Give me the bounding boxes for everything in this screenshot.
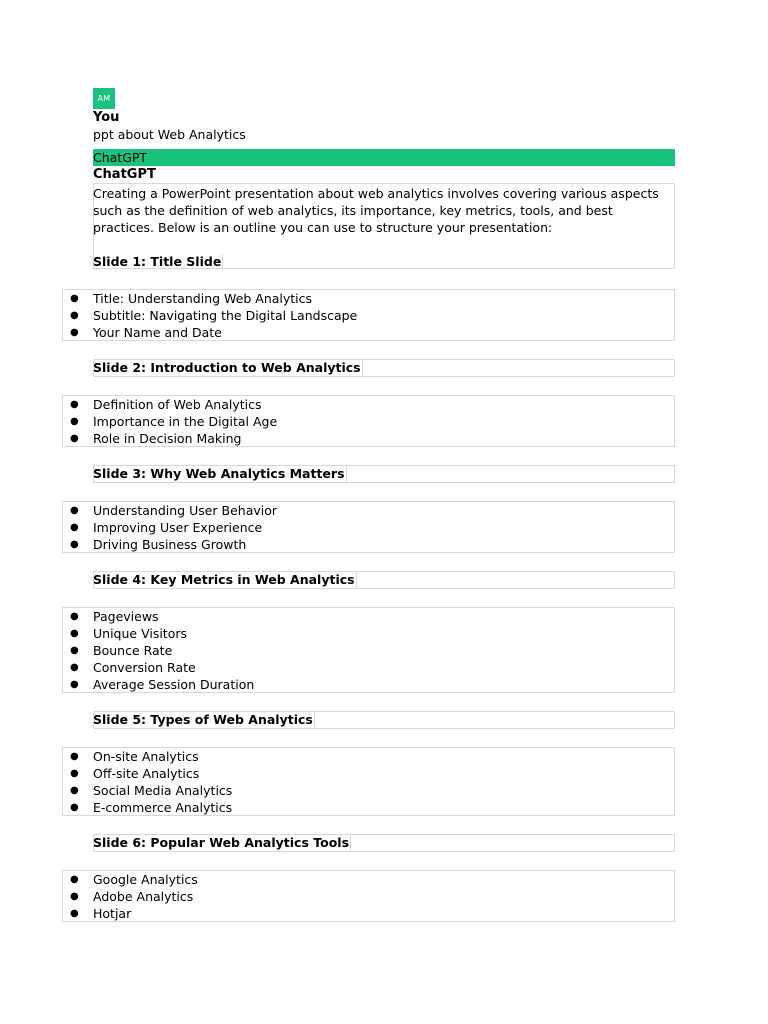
- user-name: You: [93, 110, 120, 125]
- list-item-text: Average Session Duration: [93, 677, 255, 692]
- list-item: [62, 905, 198, 922]
- bullet-icon: ●: [70, 628, 79, 639]
- list-item: [62, 642, 254, 659]
- bullet-icon: ●: [70, 522, 79, 533]
- list-item-text: Definition of Web Analytics: [93, 397, 262, 412]
- list-item-text: Unique Visitors: [93, 626, 188, 641]
- list-item: [62, 324, 357, 341]
- list-item-text: Role in Decision Making: [93, 431, 242, 446]
- list-item-text: E-commerce Analytics: [93, 800, 233, 815]
- bullet-icon: ●: [70, 662, 79, 673]
- slide-list-3: [62, 502, 277, 553]
- list-item-text: Google Analytics: [93, 872, 198, 887]
- slide-list-1: [62, 290, 357, 341]
- list-item-text: Understanding User Behavior: [93, 503, 278, 518]
- slide-list-5: [62, 748, 232, 816]
- list-item: [62, 502, 277, 519]
- bullet-icon: ●: [70, 433, 79, 444]
- bullet-icon: ●: [70, 874, 79, 885]
- list-item-text: Bounce Rate: [93, 643, 173, 658]
- list-item: [62, 888, 198, 905]
- list-item-text: Conversion Rate: [93, 660, 196, 675]
- assistant-name: ChatGPT: [93, 167, 156, 182]
- slide-heading-6: Slide 6: Popular Web Analytics Tools: [93, 835, 350, 850]
- list-item-text: Title: Understanding Web Analytics: [93, 291, 313, 306]
- list-item: [62, 871, 198, 888]
- slide-heading-1: Slide 1: Title Slide: [93, 254, 222, 269]
- list-item-text: Importance in the Digital Age: [93, 414, 278, 429]
- user-message: ppt about Web Analytics: [93, 127, 246, 142]
- bullet-icon: ●: [70, 611, 79, 622]
- list-item-text: On-site Analytics: [93, 749, 199, 764]
- slide-heading-4: Slide 4: Key Metrics in Web Analytics: [93, 572, 355, 587]
- list-item: [62, 307, 357, 324]
- list-item: [62, 659, 254, 676]
- user-avatar: AM: [93, 88, 115, 109]
- slide-heading-2: Slide 2: Introduction to Web Analytics: [93, 360, 361, 375]
- list-item-text: Pageviews: [93, 609, 159, 624]
- list-item: [62, 413, 277, 430]
- bullet-icon: ●: [70, 416, 79, 427]
- list-item: [62, 519, 277, 536]
- bullet-icon: ●: [70, 751, 79, 762]
- slide-heading-3: Slide 3: Why Web Analytics Matters: [93, 466, 345, 481]
- list-item: [62, 676, 254, 693]
- list-item: [62, 608, 254, 625]
- list-item: [62, 765, 232, 782]
- bullet-icon: ●: [70, 327, 79, 338]
- list-item: [62, 748, 232, 765]
- bullet-icon: ●: [70, 768, 79, 779]
- list-item-text: Social Media Analytics: [93, 783, 233, 798]
- list-item-text: Adobe Analytics: [93, 889, 194, 904]
- bullet-icon: ●: [70, 785, 79, 796]
- list-item-text: Off-site Analytics: [93, 766, 200, 781]
- bullet-icon: ●: [70, 802, 79, 813]
- list-item-text: Hotjar: [93, 906, 132, 921]
- list-item: [62, 799, 232, 816]
- bullet-icon: ●: [70, 645, 79, 656]
- bullet-icon: ●: [70, 908, 79, 919]
- list-item: [62, 396, 277, 413]
- list-item-text: Subtitle: Navigating the Digital Landscape: [93, 308, 358, 323]
- bullet-icon: ●: [70, 679, 79, 690]
- bullet-icon: ●: [70, 539, 79, 550]
- list-item: [62, 782, 232, 799]
- bullet-icon: ●: [70, 310, 79, 321]
- bullet-icon: ●: [70, 399, 79, 410]
- list-item: [62, 430, 277, 447]
- slide-list-4: [62, 608, 254, 693]
- list-item: [62, 290, 357, 307]
- list-item-text: Improving User Experience: [93, 520, 263, 535]
- slide-heading-5: Slide 5: Types of Web Analytics: [93, 712, 313, 727]
- slide-list-2: [62, 396, 277, 447]
- bullet-icon: ●: [70, 505, 79, 516]
- slide-list-6: [62, 871, 198, 922]
- assistant-label-bar: ChatGPT: [93, 149, 675, 166]
- list-item: [62, 536, 277, 553]
- bullet-icon: ●: [70, 891, 79, 902]
- list-item-text: Driving Business Growth: [93, 537, 247, 552]
- list-item: [62, 625, 254, 642]
- list-item-text: Your Name and Date: [93, 325, 222, 340]
- intro-text: Creating a PowerPoint presentation about web analytics involves covering various aspects such as the definition of web analytics, its importance, key metrics, tools, and best practices. Below is an outline you can use to structure your presentation:: [93, 186, 659, 235]
- bullet-icon: ●: [70, 293, 79, 304]
